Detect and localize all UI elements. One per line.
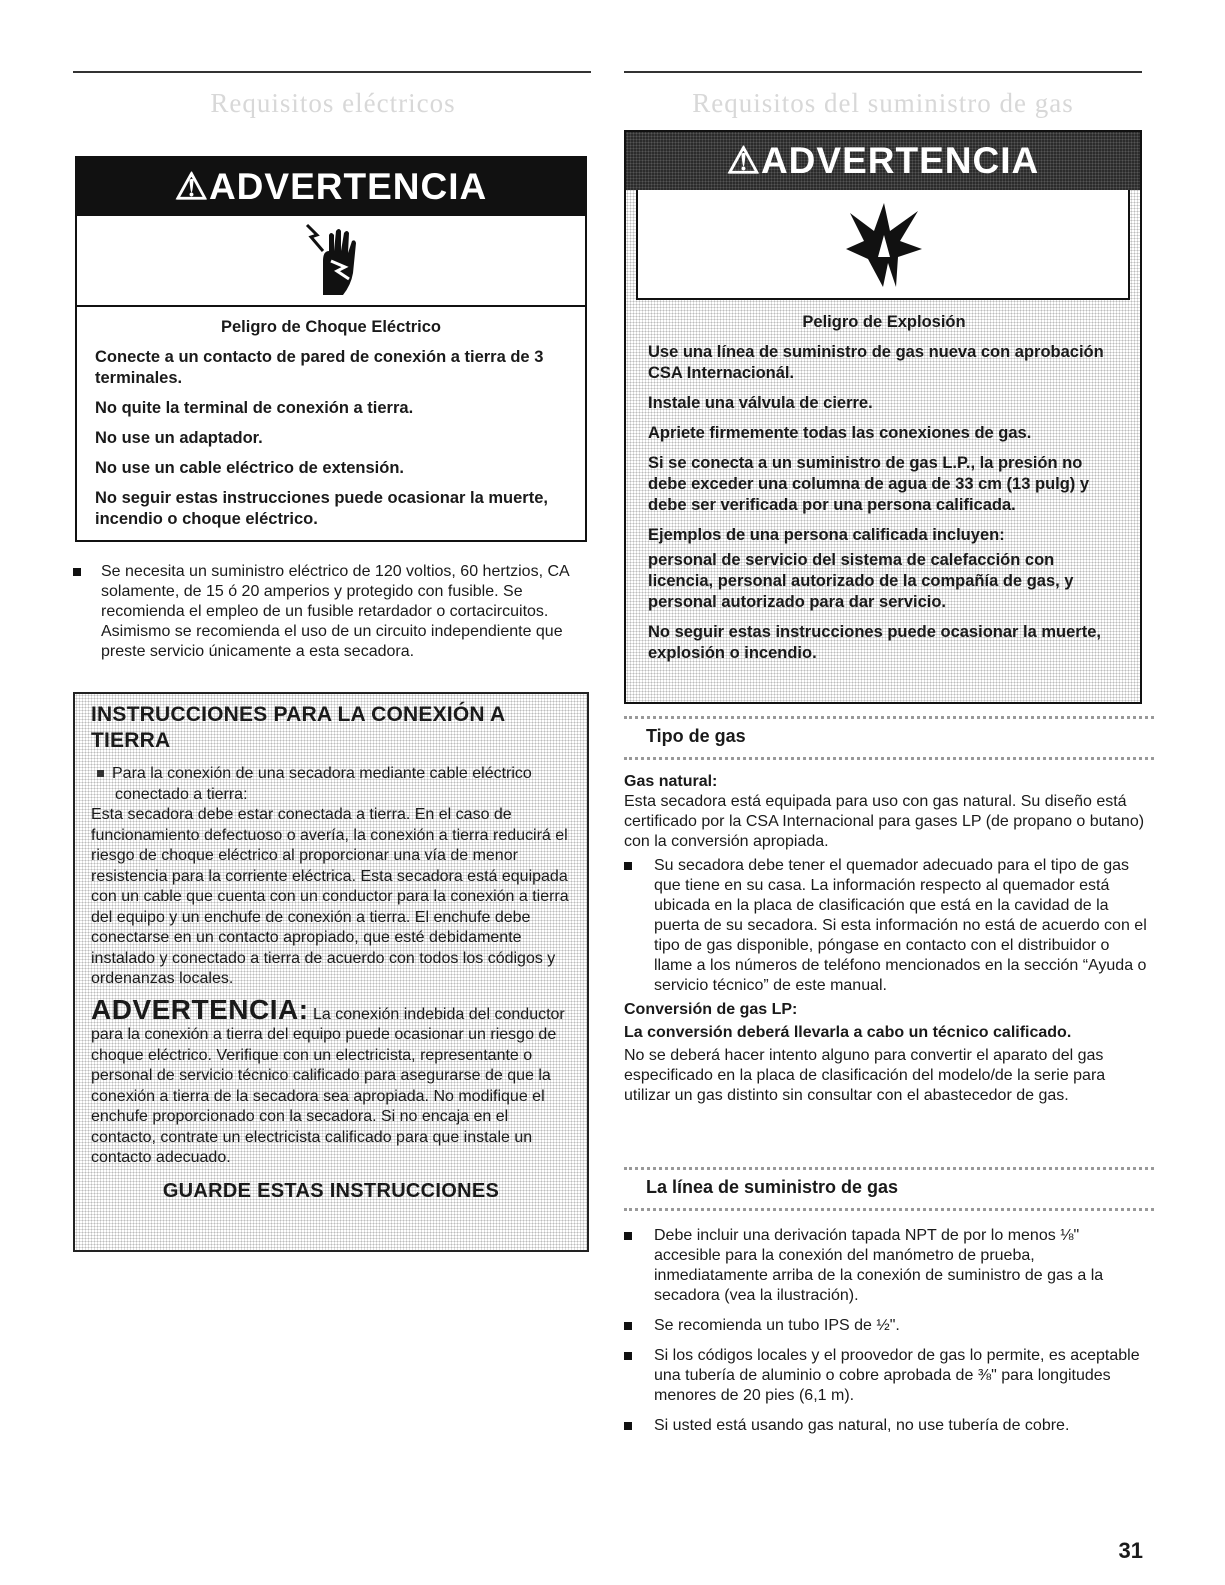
- warning-line: No use un adaptador.: [95, 429, 263, 447]
- warning-line: No seguir estas instrucciones puede ocasionar la muerte, explosión o incendio.: [648, 623, 1101, 662]
- burner-bullet: [624, 856, 1149, 996]
- warning-triangle-icon: ⚠: [726, 140, 761, 181]
- bullet-text: Su secadora debe tener el quemador adecuado para el tipo de gas que tiene en su casa. La información respecto al quemador está ubicada en la placa de clasificación que está en la cavidad de la puerta de su secadora. Si esta información no está de acuerdo con el tipo de gas disponible, póngase en contacto con el distribuidor o llame a los números de teléfono mencionados en la sección “Ayuda o servicio técnico” de este manual.: [654, 857, 1147, 994]
- supply-line-heading: La línea de suministro de gas: [646, 1177, 899, 1197]
- warning-line: No quite la terminal de conexión a tierra.: [95, 399, 414, 417]
- bullet-square-icon: [97, 770, 104, 777]
- instructions-warning: [91, 993, 571, 1169]
- gas-type-section: [624, 772, 1149, 1106]
- bullet-text: Si los códigos locales y el proovedor de gas lo permite, es aceptable una tubería de aluminio o cobre aprobada de ⅜" para longitudes menores de 20 pies (6,1 m).: [654, 1347, 1140, 1404]
- bullet-square-icon: [624, 1422, 632, 1430]
- warning-icon-area: [77, 216, 585, 307]
- natural-gas-text: Esta secadora está equipada para uso con gas natural. Su diseño está certificado por la CSA Internacional para gases LP (de propano o butano) con la conversión apropiada.: [624, 793, 1145, 850]
- electric-shock-warning-box: [75, 156, 587, 542]
- gas-type-heading: Tipo de gas: [646, 726, 746, 746]
- gas-type-heading-band: [624, 716, 1154, 760]
- top-divider: [624, 71, 1142, 73]
- warning-line: Ejemplos de una persona calificada incluyen:: [648, 526, 1005, 544]
- instructions-title: INSTRUCCIONES PARA LA CONEXIÓN A TIERRA: [91, 703, 505, 752]
- warning-header: [77, 158, 585, 216]
- warning-line: personal de servicio del sistema de calefacción con licencia, personal autorizado de la compañía de gas, y personal autorizado para dar servicio.: [648, 551, 1074, 611]
- explosion-icon: [838, 199, 928, 289]
- bullet-text: Debe incluir una derivación tapada NPT de por lo menos ⅛" accesible para la conexión del manómetro de prueba, inmediatamente arriba de la conexión de suministro de gas a la secadora (vea la ilustración).: [654, 1227, 1104, 1304]
- supply-line-heading-band: [624, 1167, 1154, 1211]
- instructions-body: Esta secadora debe estar conectada a tierra. En el caso de funcionamiento defectuoso o avería, la conexión a tierra reducirá el riesgo de choque eléctrico al proporcionar una vía de menor resistencia para la corriente eléctrica. Esta secadora está equipada con un cable que cuenta con un conductor para la conexión a tierra del equipo y un enchufe de conexión a tierra. El enchufe debe conectarse en un contacto apropiado, que esté debidamente instalado y conectado a tierra de acuerdo con todos los códigos y ordenanzas locales.: [91, 806, 569, 987]
- top-divider: [73, 71, 591, 73]
- warning-header: [626, 132, 1140, 190]
- warning-header-label: ADVERTENCIA: [208, 166, 488, 207]
- lp-conversion-label: Conversión de gas LP:: [624, 1001, 798, 1018]
- warning-text: [77, 307, 585, 547]
- electrical-supply-bullet: [73, 562, 583, 662]
- explosion-warning-box: [624, 130, 1142, 704]
- lp-conversion-text: No se deberá hacer intento alguno para convertir el aparato del gas especificado en la placa de clasificación del modelo/de la serie para utilizar un gas distinto sin consultar con el abastecedor de gas.: [624, 1047, 1106, 1104]
- instructions-bullet-text: Para la conexión de una secadora mediante cable eléctrico conectado a tierra:: [112, 765, 532, 803]
- instructions-bullet: [91, 764, 571, 805]
- bullet-text: Se necesita un suministro eléctrico de 120 voltios, 60 hertzios, CA solamente, de 15 ó 20 amperios y protegido con fusible. Se recomienda el empleo de un fusible retardador o cortacircuitos. Asimismo se recomienda el uso de un circuito independiente que preste servicio únicamente a esta secadora.: [101, 563, 569, 660]
- list-item: [624, 1416, 1149, 1436]
- bullet-square-icon: [624, 1322, 632, 1330]
- grounding-instructions-box: [73, 692, 589, 1252]
- instructions-warning-text: La conexión indebida del conductor para la conexión a tierra del equipo puede ocasionar un riesgo de choque eléctrico. Verifique con un electricista, representante o personal de servicio técnico calificado para asegurarse de que la conexión a tierra de la secadora sea apropiada. No modifique el enchufe proporcionado con la secadora. Si no encaja en el contacto, contrate un electricista calificado para que instale un contacto adecuado.: [91, 1005, 565, 1166]
- save-instructions-label: GUARDE ESTAS INSTRUCCIONES: [162, 1179, 500, 1202]
- bullet-text: Si usted está usando gas natural, no use tubería de cobre.: [654, 1417, 1070, 1434]
- bullet-square-icon: [624, 862, 632, 870]
- warning-line: Conecte a un contacto de pared de conexión a tierra de 3 terminales.: [95, 348, 544, 387]
- section-title: Requisitos eléctricos: [210, 88, 456, 118]
- natural-gas-label: Gas natural:: [624, 773, 718, 790]
- warning-line: Use una línea de suministro de gas nueva con aprobación CSA Internacionál.: [648, 343, 1104, 382]
- section-title: Requisitos del suministro de gas: [692, 88, 1074, 118]
- bullet-square-icon: [624, 1352, 632, 1360]
- lp-conversion-bold: La conversión deberá llevarla a cabo un técnico calificado.: [624, 1024, 1072, 1041]
- hazard-title: Peligro de Choque Eléctrico: [220, 318, 442, 336]
- bullet-text: Se recomienda un tubo IPS de ½".: [654, 1317, 900, 1334]
- warning-icon-area: [636, 190, 1130, 300]
- warning-text: [626, 300, 1140, 679]
- electric-shock-hand-icon: [301, 221, 361, 301]
- warning-line: Apriete firmemente todas las conexiones de gas.: [648, 424, 1032, 442]
- warning-line: No seguir estas instrucciones puede ocasionar la muerte, incendio o choque eléctrico.: [95, 489, 548, 528]
- warning-line: No use un cable eléctrico de extensión.: [95, 459, 405, 477]
- warning-triangle-icon: ⚠: [174, 166, 209, 207]
- list-item: [624, 1226, 1149, 1306]
- list-item: [624, 1346, 1149, 1406]
- bullet-square-icon: [73, 568, 81, 576]
- instructions-warning-label: ADVERTENCIA:: [91, 993, 309, 1025]
- warning-header-label: ADVERTENCIA: [760, 140, 1040, 181]
- warning-line: Si se conecta a un suministro de gas L.P., la presión no debe exceder una columna de agua de 33 cm (13 pulg) y debe ser verificada por una persona calificada.: [648, 454, 1090, 514]
- supply-line-list: [624, 1226, 1149, 1436]
- warning-line: Instale una válvula de cierre.: [648, 394, 873, 412]
- list-item: [624, 1316, 1149, 1336]
- page-number: 31: [1118, 1538, 1143, 1563]
- bullet-square-icon: [624, 1232, 632, 1240]
- hazard-title: Peligro de Explosión: [802, 313, 966, 331]
